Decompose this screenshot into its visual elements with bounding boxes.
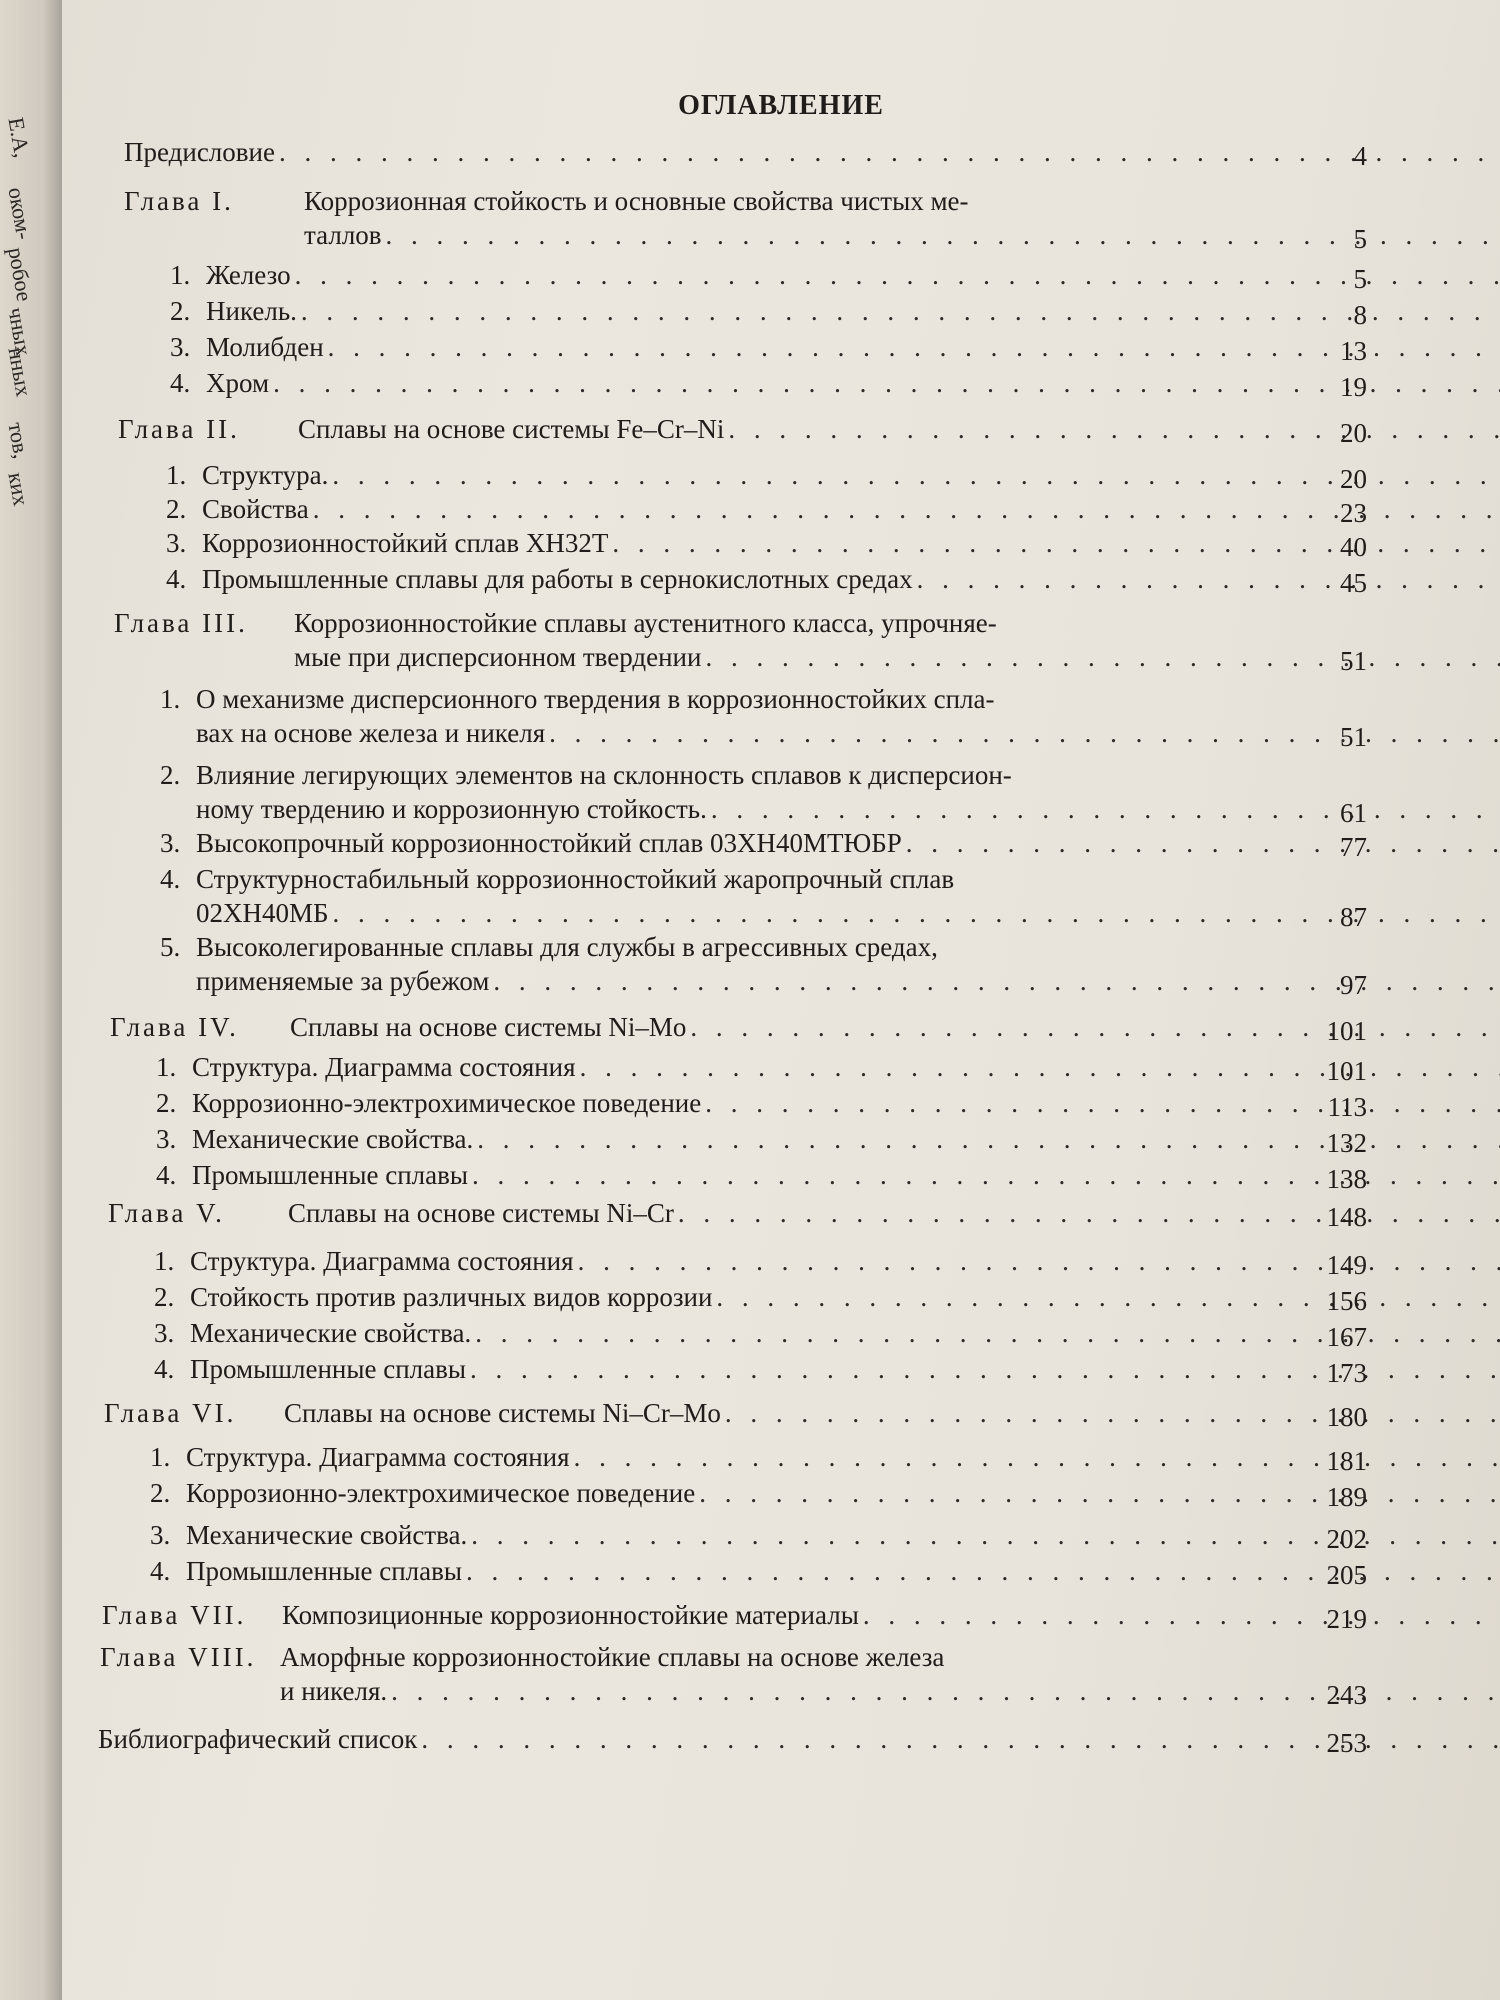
entry-text: Промышленные сплавы xyxy=(192,1160,469,1190)
page-number: 40 xyxy=(1340,532,1367,562)
dot-leader xyxy=(724,412,1500,446)
chapter-label: Глава V. xyxy=(108,1198,225,1228)
toc-section xyxy=(170,330,1347,364)
entry-text: Сплавы на основе системы Ni–Cr xyxy=(288,1198,674,1228)
dot-leader xyxy=(859,1598,1500,1632)
dot-leader xyxy=(686,1010,1500,1044)
toc-section xyxy=(156,1158,1347,1192)
entry-text: Структура. Диаграмма состояния xyxy=(192,1052,576,1082)
entry-text: Структура. Диаграмма состояния xyxy=(186,1442,570,1472)
dot-leader xyxy=(707,792,1500,826)
entry-text: Коррозионно-электрохимическое поведение xyxy=(192,1088,702,1118)
section-number: 3. xyxy=(160,828,181,858)
toc-chapter-4 xyxy=(110,1010,1347,1044)
page-number: 253 xyxy=(1326,1728,1367,1758)
entry-text: таллов xyxy=(304,220,382,250)
section-number: 1. xyxy=(156,1052,177,1082)
chapter-label: Глава I. xyxy=(124,186,234,216)
toc-section xyxy=(150,1518,1347,1552)
entry-text: Влияние легирующих элементов на склонность сплавов к дисперсион- xyxy=(196,760,1012,790)
entry-text: Механические свойства. xyxy=(190,1318,472,1348)
section-number: 1. xyxy=(160,684,181,714)
section-number: 2. xyxy=(154,1282,175,1312)
entry-text: применяемые за рубежом xyxy=(196,966,490,996)
entry-text: Сплавы на основе системы Ni–Mo xyxy=(290,1012,687,1042)
left-page-fragment: оком- xyxy=(3,185,38,242)
dot-leader xyxy=(701,1086,1500,1120)
toc-section xyxy=(170,294,1347,328)
entry-text: и никеля. xyxy=(280,1676,388,1706)
left-page-fragment: ких xyxy=(3,470,34,508)
section-number: 4. xyxy=(150,1556,171,1586)
toc-section xyxy=(166,492,1347,526)
entry-text: Железо xyxy=(206,260,291,290)
toc-section xyxy=(150,1476,1347,1510)
section-number: 2. xyxy=(156,1088,177,1118)
left-page-fragment: тов, xyxy=(3,420,35,461)
page-number: 45 xyxy=(1340,568,1367,598)
entry-text: Структура. xyxy=(202,460,329,490)
entry-text: Промышленные сплавы xyxy=(190,1354,467,1384)
page-number: 101 xyxy=(1326,1016,1367,1046)
page-number: 219 xyxy=(1326,1604,1367,1634)
entry-text: Структура. Диаграмма состояния xyxy=(190,1246,574,1276)
left-page-fragment: нных xyxy=(3,345,37,399)
page-number: 173 xyxy=(1326,1358,1367,1388)
dot-leader xyxy=(701,640,1500,674)
page-number: 5 xyxy=(1353,264,1367,294)
section-number: 1. xyxy=(154,1246,175,1276)
entry-text: Никель. xyxy=(206,296,297,326)
page-number: 243 xyxy=(1326,1680,1367,1710)
dot-leader xyxy=(695,1476,1500,1510)
entry-text: Высоколегированные сплавы для службы в агрессивных средах, xyxy=(196,932,938,962)
page-number: 97 xyxy=(1340,970,1367,1000)
section-number: 1. xyxy=(170,260,191,290)
page-number: 189 xyxy=(1326,1482,1367,1512)
toc-section xyxy=(154,1316,1347,1350)
section-number: 3. xyxy=(170,332,191,362)
section-number: 3. xyxy=(154,1318,175,1348)
entry-text: Механические свойства. xyxy=(186,1520,468,1550)
toc-chapter-6 xyxy=(104,1396,1347,1430)
entry-text: О механизме дисперсионного твердения в коррозионностойких спла- xyxy=(196,684,995,714)
page-number: 205 xyxy=(1326,1560,1367,1590)
entry-text: Библиографический список xyxy=(98,1724,418,1754)
page-number: 202 xyxy=(1326,1524,1367,1554)
section-number: 1. xyxy=(150,1442,171,1472)
page-number: 156 xyxy=(1326,1286,1367,1316)
section-number: 3. xyxy=(156,1124,177,1154)
toc-section xyxy=(156,1086,1347,1120)
toc-section xyxy=(156,1050,1347,1084)
dot-leader xyxy=(913,562,1500,596)
page-number: 20 xyxy=(1340,418,1367,448)
entry-text: Промышленные сплавы xyxy=(186,1556,463,1586)
entry-text: Механические свойства. xyxy=(192,1124,474,1154)
left-page-edge xyxy=(0,0,62,2000)
toc-section xyxy=(150,1440,1347,1474)
page-number: 8 xyxy=(1353,300,1367,330)
entry-text: Коррозионностойкие сплавы аустенитного класса, упрочняе- xyxy=(294,608,997,638)
section-number: 4. xyxy=(154,1354,175,1384)
dot-leader xyxy=(902,826,1500,860)
toc-chapter-2 xyxy=(118,412,1347,446)
toc-section xyxy=(170,366,1347,400)
chapter-label: Глава III. xyxy=(114,608,248,638)
page-number: 101 xyxy=(1326,1056,1367,1086)
toc-entry-preface xyxy=(124,135,1347,169)
entry-text: вах на основе железа и никеля xyxy=(196,718,546,748)
left-page-fragment: робое xyxy=(3,245,38,304)
toc-chapter-7 xyxy=(102,1598,1347,1632)
entry-text: Коррозионностойкий сплав ХН32Т xyxy=(202,528,609,558)
toc-chapter-5 xyxy=(108,1196,1347,1230)
toc-section xyxy=(170,258,1347,292)
page-number: 148 xyxy=(1326,1202,1367,1232)
toc-section xyxy=(160,930,1347,998)
entry-text: Сплавы на основе системы Ni–Cr–Mo xyxy=(284,1398,721,1428)
chapter-label: Глава VIII. xyxy=(100,1642,257,1672)
page-number: 132 xyxy=(1326,1128,1367,1158)
toc-section xyxy=(166,458,1347,492)
entry-text: Сплавы на основе системы Fe–Cr–Ni xyxy=(298,414,725,444)
page-number: 51 xyxy=(1340,646,1367,676)
entry-text: мые при дисперсионном твердении xyxy=(294,642,702,672)
section-number: 1. xyxy=(166,460,187,490)
toc-section xyxy=(160,826,1347,860)
section-number: 3. xyxy=(150,1520,171,1550)
entry-text: Аморфные коррозионностойкие сплавы на основе железа xyxy=(280,1642,945,1672)
dot-leader xyxy=(674,1196,1500,1230)
dot-leader xyxy=(721,1396,1500,1430)
page-number: 138 xyxy=(1326,1164,1367,1194)
entry-text: Хром xyxy=(206,368,270,398)
page-number: 167 xyxy=(1326,1322,1367,1352)
toc-section xyxy=(156,1122,1347,1156)
toc-section xyxy=(160,758,1347,826)
toc-section xyxy=(160,862,1347,930)
entry-text: Коррозионно-электрохимическое поведение xyxy=(186,1478,696,1508)
left-page-fragment: Е.А, xyxy=(3,115,36,160)
entry-text: Высокопрочный коррозионностойкий сплав 03ХН40МТЮБР xyxy=(196,828,902,858)
toc-chapter-3 xyxy=(114,606,1347,674)
toc-chapter-8 xyxy=(100,1640,1347,1708)
section-number: 2. xyxy=(150,1478,171,1508)
entry-text: Стойкость против различных видов коррозии xyxy=(190,1282,713,1312)
page-number: 113 xyxy=(1327,1092,1367,1122)
chapter-label: Глава VII. xyxy=(102,1600,247,1630)
page-number: 20 xyxy=(1340,464,1367,494)
chapter-label: Глава IV. xyxy=(110,1012,239,1042)
dot-leader xyxy=(712,1280,1500,1314)
page-number: 181 xyxy=(1326,1446,1367,1476)
entry-text: 02ХН40МБ xyxy=(196,898,329,928)
toc-section xyxy=(154,1244,1347,1278)
page-number: 77 xyxy=(1340,832,1367,862)
toc-section xyxy=(154,1280,1347,1314)
toc-section xyxy=(150,1554,1347,1588)
entry-text: Промышленные сплавы для работы в сернокислотных средах xyxy=(202,564,913,594)
section-number: 4. xyxy=(166,564,187,594)
entry-text: Предисловие xyxy=(124,137,275,167)
section-number: 4. xyxy=(170,368,191,398)
toc-entry-bibliography xyxy=(98,1722,1347,1756)
book-page xyxy=(62,0,1500,2000)
entry-text: Структурностабильный коррозионностойкий жаропрочный сплав xyxy=(196,864,955,894)
section-number: 2. xyxy=(160,760,181,790)
toc-chapter-1 xyxy=(124,184,1347,252)
toc-section xyxy=(166,526,1347,560)
page-number: 180 xyxy=(1326,1402,1367,1432)
section-number: 4. xyxy=(156,1160,177,1190)
section-number: 4. xyxy=(160,864,181,894)
page-number: 51 xyxy=(1340,722,1367,752)
toc-section xyxy=(160,682,1347,750)
chapter-label: Глава II. xyxy=(118,414,240,444)
page-number: 4 xyxy=(1353,141,1367,171)
entry-text: Коррозионная стойкость и основные свойства чистых ме- xyxy=(304,186,969,216)
page-number: 61 xyxy=(1340,798,1367,828)
entry-text: ному твердению и коррозионную стойкость. xyxy=(196,794,707,824)
page-number: 19 xyxy=(1340,372,1367,402)
section-number: 5. xyxy=(160,932,181,962)
toc-section xyxy=(166,562,1347,596)
entry-text: Свойства xyxy=(202,494,309,524)
toc-title: ОГЛАВЛЕНИЕ xyxy=(678,90,884,121)
chapter-label: Глава VI. xyxy=(104,1398,237,1428)
page-number: 23 xyxy=(1340,498,1367,528)
section-number: 3. xyxy=(166,528,187,558)
entry-text: Молибден xyxy=(206,332,324,362)
section-number: 2. xyxy=(170,296,191,326)
left-page-fragment: чных xyxy=(3,305,37,358)
page-number: 5 xyxy=(1353,224,1367,254)
page-number: 87 xyxy=(1340,902,1367,932)
page-number: 149 xyxy=(1326,1250,1367,1280)
page-number: 13 xyxy=(1340,336,1367,366)
toc-section xyxy=(154,1352,1347,1386)
section-number: 2. xyxy=(166,494,187,524)
entry-text: Композиционные коррозионностойкие материалы xyxy=(282,1600,859,1630)
